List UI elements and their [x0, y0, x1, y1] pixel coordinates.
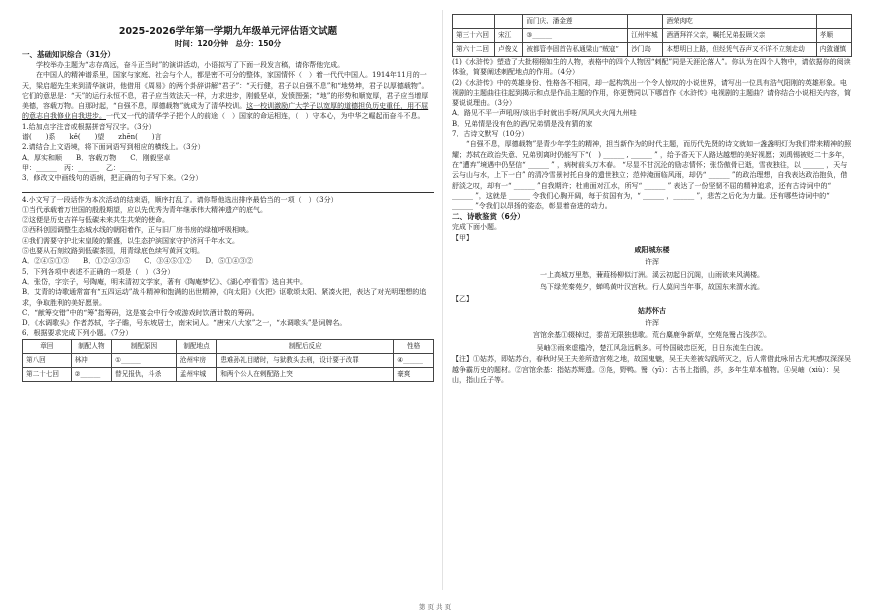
table-header: 制配原因: [112, 339, 177, 353]
question-5: 5．下列各项中表述不正确的一项是（ ）（3分）: [22, 267, 175, 276]
sub-question-2: (2)《水浒传》中的英雄身份、性格各不相同，却一起构筑出一个令人惊叹的小说世界，请写出一位具有浩气阳刚的英雄形象。电视剧的主题曲往往起到揭示和点是作品主题的作用，你更赞同以下哪首作《水浒传》电视剧的主题曲？请你结合小说相关内容，简要说说理由。（3分）: [452, 78, 851, 108]
section-1-heading: 一、基础知识综合（31分）: [22, 50, 115, 59]
table-cell: 孟州牢城: [176, 367, 217, 381]
q5-option-c: C．“献筹交错”中的“筹”指筹码，这是宴会中行令或游戏时饮酒计数的筹码。: [22, 308, 259, 317]
question-2: 2.请结合上文语境，将下面词语写到相应的横线上。（3分）: [22, 143, 205, 152]
table-row: [23, 353, 434, 367]
question-2-options: A．厚实和顺 B．容载万物 C．刚毅坚卓: [22, 153, 171, 162]
table-header: 制配地点: [176, 339, 217, 353]
table-cell: 而门庆、潘金莲: [523, 15, 628, 29]
table-cell: 替兄报仇，斗杀: [112, 367, 177, 381]
poem-1-title: 咸阳城东楼: [634, 245, 670, 255]
q5-option-d: D．《水调歌头》作者苏轼，字子瞻，号东坡居士，南宋词人。“唐宋八大家”之一，“水调歌头”是词牌名。: [22, 319, 347, 328]
table-cell: 和两个公人在剌配路上突: [217, 367, 394, 381]
passage-part-c: 增厚美德，容载万物。自那时起，“自强不息，厚德载物”就成为了清华校训。: [22, 91, 429, 111]
poem-2-title: 姑苏怀古: [638, 305, 666, 315]
table-cell: 江州牢城: [628, 29, 663, 43]
song-option-b: B．兄弟情是没有色的酒/兄弟情是没有猜的家: [452, 119, 593, 128]
passage-part-b: 永恒不息，君子应当效法天一样，力求进步，刚毅坚卓，发愤图强；“地”的形势和顺宽厚，君子应当: [106, 91, 415, 100]
table-header: 性格: [394, 339, 434, 353]
table-cell: [495, 15, 523, 29]
q5-option-a: A．张岱，字宗子，号陶庵，明末清初文学家，著有《陶庵梦忆》、《湖心亭看雪》选自其中。: [22, 277, 308, 286]
table-cell: ①______: [112, 353, 177, 367]
table-cell: 豪爽: [394, 367, 434, 381]
poem-2-line: 宫馆余基①辍棹过，黍苗无限独悲歌。荒台麋鹿争新草，空苑凫鹥占浅莎②。: [533, 331, 771, 340]
q4-item-1: ①当代承载着万世国的殷殷期望，应以先优秀为青年继承伟大精神遗产的底气。: [22, 205, 267, 214]
question-2-fill: 甲：______ 丙：______ 乙：______: [22, 163, 141, 172]
question-7: 7．古诗文默写（10分）: [452, 130, 529, 139]
outlaw-table: [22, 339, 434, 382]
q4-item-5: ⑤也要从石刻纹路到低碳茶园，用青绿底色续写黄河文明。: [22, 247, 204, 256]
question-4: 4.小文写了一段话作为本次活动的结束语，顺序打乱了。请你帮他选出排序最恰当的一项（ ）（3分）: [22, 195, 338, 204]
song-option-a: A．路见不平一声吼呀/该出手时就出手呀/风风火火闯九州哇: [452, 109, 637, 118]
table-cell: 患难孙礼目睹时，与狱教头去刑，设计要于改罪: [217, 353, 394, 367]
table-row: [453, 43, 852, 57]
table-row: [453, 15, 852, 29]
question-6: 6．根据要求完成下列小题。（7分）: [22, 329, 133, 338]
exam-title: 2025-2026学年第一学期九年级单元评估语文试题: [118, 26, 338, 37]
table-cell: 宋江: [495, 29, 523, 43]
poem-1-line: 一上高城万里愁，蒹葭杨柳似汀洲。溪云初起日沉阁，山雨欲来风满楼。: [540, 270, 764, 279]
table-cell: [453, 15, 495, 29]
table-cell: ②______: [71, 367, 112, 381]
poem-yi-label: 【乙】: [452, 294, 473, 303]
question-3: 3．修改文中画线句的语病，把正确的句子写下来。（2分）: [22, 174, 203, 183]
poem-jia-label: 【甲】: [452, 233, 473, 242]
table-cell: 内敛谨慎: [816, 43, 851, 57]
passage-part-a: 在中国人的精神谱系里，国家与家庭、社会与个人，都是密不可分的整体，家国情怀（ ）着一代代中国人。1914年11月的一天，梁启超先生来到清华演讲，他借用《周易》的两个卦辞讲解“君子”：“天行健，君子以自强不息”和“地势坤，君子以厚德载物”。它们的意思是：“天”的运行: [22, 71, 429, 100]
table-row: [23, 367, 434, 381]
table-cell: 第三十六回: [453, 29, 495, 43]
q4-item-2: ②这便是历史吉祥与低碳未来共生共荣的使命。: [22, 216, 169, 225]
right-column: [452, 14, 852, 385]
table-cell: 林冲: [71, 353, 112, 367]
table-cell: 卢俊义: [495, 43, 523, 57]
poem-2-line: 吴岫③雨来虚槛冷，楚江风急远帆多。可怜国破忠臣死，日日东流生白波。: [536, 343, 768, 352]
table-row: [453, 29, 852, 43]
left-column: [22, 14, 434, 382]
question-1: 1.给加点字注音或根据拼音写汉字。（3分）: [22, 122, 156, 131]
underlined-sentence: 这一校训激励广大学子以宽厚的道德担负历史重任，用不屈的意志自我修业自我进步。: [22, 102, 429, 121]
table-cell: ④______: [394, 353, 434, 367]
outlaw-table-continued: [452, 14, 852, 57]
table-cell: [816, 15, 851, 29]
complete-instruction: 完成下面小题。: [452, 223, 501, 232]
question-1-options: 谱( )系 kě( )望 zhēn( )言: [22, 133, 162, 142]
poem-1-line: 鸟下绿芜秦苑夕，蝉鸣黄叶汉宫秋。行人莫问当年事，故国东来渭水流。: [540, 283, 764, 292]
table-cell: 被都管李固首告私通梁山“贼寇”: [523, 43, 628, 57]
table-cell: [628, 15, 663, 29]
table-header: 章回: [23, 339, 72, 353]
table-cell: 沧州牢房: [176, 353, 217, 367]
table-cell: 第二十七回: [23, 367, 72, 381]
table-header-row: [23, 339, 434, 353]
question-7-text: “自强不息，厚德载物”是青少年学生的精神，担当新作为的时代主题，而历代先贤的诗文就如一盏盏明灯为我们带来精神的照耀；苏轼在政治失意、兄弟别离时仍能写下“( ) ______ , ______ ” ，给予香天下人路达越想的美好视愿；刘禹锡被贬二十多年，在“遭弃”境遇中仍坚信“ ______ ” ，病树前头万木春。 “尽显不甘沉沦的励志情怀；张岱傲骨已逝，雪夜独往，以 ______ ，天与云与山与水，上下一白” 的清冷雪景衬托自身的遗世独立；范仲淹面临风雨，却仍“ ______ ”的政治理想，自我表达政治抱负，借舒淡之叹，却有一“ ______ ”自我期许；杜甫面对江水，所写“ ______ ” 表达了一份坚韧不屈的精神追求，还有古诗词中的“ ______ ”，这就是 ______ 令我们心胸开阔，每于贫国有为，“ ______ ，______ ”，悲苦之后化为力量。还有哪些诗词中的“ ______ ”令我们以昂扬的姿态，彰显着奋进的动力。: [452, 140, 852, 211]
table-cell: 第八回: [23, 353, 72, 367]
table-cell: 孝顺: [816, 29, 851, 43]
passage-part-d: 一代又一代的清华学子把个人的前途（ ）国家的命运相连，（ ）守本心，为中华之崛起而奋斗不息。: [106, 112, 425, 121]
table-cell: 本想明日上路，但经凭气吞声又不详不立刻走动: [663, 43, 816, 57]
q5-option-b: B．艾青的诗歌通常富有“五四运动”战斗精神和饱满的出世精神，《向太阳》《火把》讴歌颂太阳、紧凑火把，表达了对光明理想的追求，争取胜利的美好愿景。: [22, 288, 427, 307]
poem-notes: 【注】①姑苏，即姑苏台，春秋时吴王夫差所造宫苑之地，故国鬼魅，吴王夫差被勾践所灭之，后人常借此咏吊古尤其感叹深深吴越争霸历史的题材。②宫馆余基：指姑苏辉遗。③凫，野鸭。鹥（yī）：古书上指鸥，莎，多年生草本植物。④吴岫（xiù）：吴山，指山丘子等。: [452, 355, 851, 384]
page-footer: 第 页 共 页: [418, 603, 452, 611]
intro-text: 学校举办主题为“志存高远，奋斗正当时”的演讲活动，小语拟写了下面一段发言稿，请你帮他完成。: [36, 61, 345, 69]
answer-line: [22, 185, 434, 193]
section-2-heading: 二、诗歌鉴赏（6分）: [452, 212, 525, 222]
table-cell: 酒荣肉吃: [663, 15, 816, 29]
passage: [22, 70, 434, 121]
poem-2-author: 许浑: [645, 318, 659, 327]
table-cell: 酒酒拜祥父亲，嘱托兄弟报顾父亲: [663, 29, 816, 43]
column-divider: [442, 10, 443, 590]
table-header: 制配后反应: [217, 339, 394, 353]
table-header: 制配人物: [71, 339, 112, 353]
table-cell: 第六十二回: [453, 43, 495, 57]
exam-meta: 时间：120分钟 总分：150分: [174, 39, 282, 48]
table-cell: 沙门岛: [628, 43, 663, 57]
question-4-options: A．②④⑤①③ B．①②④③⑤ C．③④⑤①② D．⑤①④③②: [22, 257, 254, 266]
sub-question-1: (1)《水浒传》塑造了大批栩栩如生的人物，表格中的四个人物因“刺配”同是天涯沦落人”。你认为在四个人物中，请依据你的阅读体验，简要阐述刺配地点的作用。（4分）: [452, 58, 851, 77]
q4-item-4: ④我们需要守护北宋皇陵的繁盛，以生态护滨国家守护济河千年水文。: [22, 236, 239, 245]
poem-1-author: 许浑: [645, 258, 659, 267]
q4-item-3: ③西科创园调整生态城水线的朝阳着作，正与旧厂房书房的绿植呼吸相映。: [22, 226, 253, 235]
table-cell: ③______: [523, 29, 628, 43]
